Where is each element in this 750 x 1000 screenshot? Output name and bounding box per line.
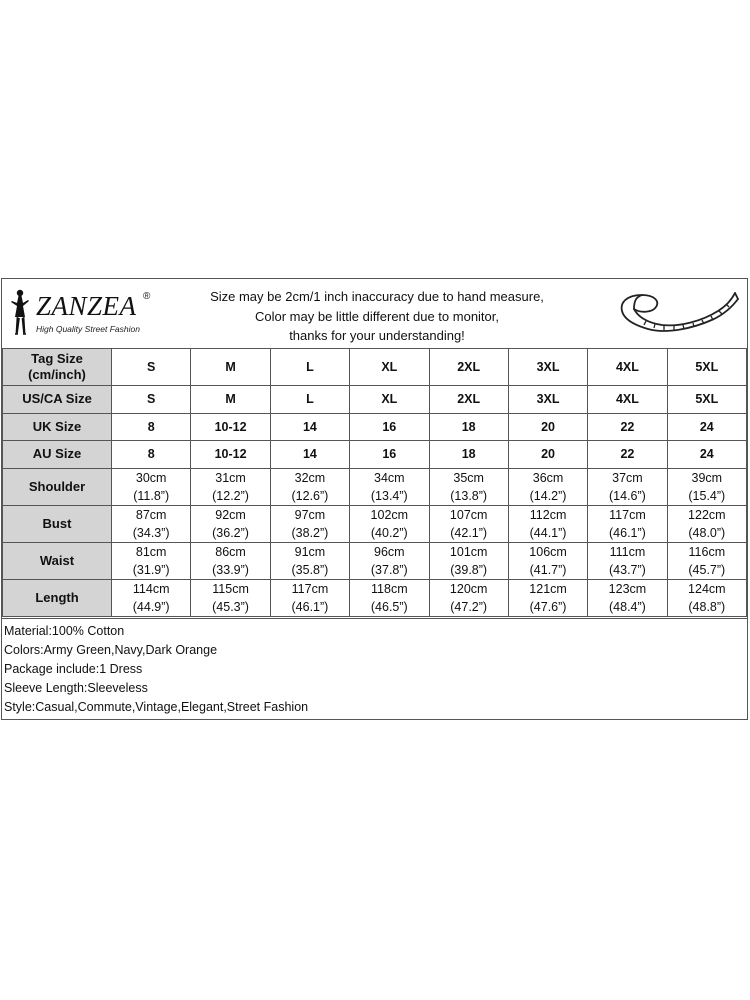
measurement-inch: (35.8”) [291, 562, 329, 577]
measurement-inch: (14.2”) [529, 488, 567, 503]
size-row [3, 441, 747, 469]
measurement-inch: (39.8”) [450, 562, 488, 577]
measurement-cm: 97cm [294, 507, 326, 522]
size-cell: 10-12 [191, 441, 270, 469]
measurement-cm: 35cm [453, 470, 484, 485]
measurement-cell [191, 468, 270, 505]
notice-line-1: Size may be 2cm/1 inch inaccuracy due to hand measure, [210, 289, 544, 304]
measurement-cell [667, 468, 746, 505]
measurement-cell [429, 579, 508, 616]
size-cell: 4XL [588, 386, 667, 414]
size-cell: 22 [588, 441, 667, 469]
size-cell: 5XL [667, 386, 746, 414]
size-cell: 10-12 [191, 413, 270, 441]
registered-mark: ® [143, 291, 151, 302]
size-cell: L [270, 386, 349, 414]
notice-line-3: thanks for your understanding! [289, 328, 465, 343]
measurement-inch: (14.6”) [609, 488, 646, 503]
measurement-inch: (34.3”) [132, 525, 170, 540]
measurement-cm: 32cm [294, 470, 326, 485]
measurement-cm: 107cm [449, 507, 488, 522]
size-cell: 20 [508, 413, 587, 441]
measurement-inch: (46.1”) [609, 525, 646, 540]
measurement-cell [112, 505, 191, 542]
measurement-cm: 30cm [135, 470, 167, 485]
measurement-inch: (47.6”) [529, 599, 567, 614]
measurement-cell [508, 579, 587, 616]
measurement-cell [270, 579, 349, 616]
measurement-inch: (13.8”) [450, 488, 488, 503]
measurement-inch: (36.2”) [212, 525, 249, 540]
measurement-cell [112, 579, 191, 616]
size-cell: 14 [270, 413, 349, 441]
measurement-cm: 91cm [294, 544, 326, 559]
measurement-cm: 115cm [212, 581, 249, 596]
measurement-cm: 121cm [529, 581, 567, 596]
measurement-cell [588, 468, 667, 505]
row-label: Tag Size (cm/inch) [3, 349, 112, 386]
measurement-inch: (12.2”) [212, 488, 249, 503]
measurement-inch: (13.4”) [370, 488, 408, 503]
measurement-inch: (44.1”) [529, 525, 567, 540]
size-cell: M [191, 386, 270, 414]
measurement-row [3, 468, 747, 505]
measurement-cm: 106cm [529, 544, 567, 559]
model-silhouette-icon [6, 287, 34, 343]
size-cell: 8 [112, 441, 191, 469]
size-table [2, 348, 747, 617]
measurement-inch: (37.8”) [370, 562, 408, 577]
size-cell: 14 [270, 441, 349, 469]
chart-header [2, 279, 747, 349]
measurement-cell [191, 542, 270, 579]
size-cell: 2XL [429, 349, 508, 386]
measurement-inch: (31.9”) [132, 562, 170, 577]
measurement-row [3, 542, 747, 579]
measurement-cell [508, 468, 587, 505]
detail-colors: Colors:Army Green,Navy,Dark Orange [4, 643, 218, 657]
measurement-inch: (45.3”) [212, 599, 249, 614]
size-cell: L [270, 349, 349, 386]
row-label: Shoulder [3, 468, 112, 505]
measurement-inch: (40.2”) [370, 525, 408, 540]
size-cell: 3XL [508, 349, 587, 386]
measurement-cm: 81cm [135, 544, 167, 559]
measurement-cm: 86cm [215, 544, 246, 559]
measurement-cm: 101cm [449, 544, 488, 559]
measurement-cell [112, 468, 191, 505]
measurement-cm: 112cm [529, 507, 567, 522]
measurement-cell [667, 579, 746, 616]
size-row [3, 349, 747, 386]
measurement-cm: 116cm [688, 544, 726, 559]
size-cell: S [112, 386, 191, 414]
size-cell: 3XL [508, 386, 587, 414]
measurement-cell [112, 542, 191, 579]
measurement-cm: 122cm [688, 507, 726, 522]
measurement-row [3, 505, 747, 542]
measurement-cell [667, 505, 746, 542]
measurement-cm: 96cm [374, 544, 405, 559]
measurement-inch: (46.5”) [370, 599, 408, 614]
row-label: Waist [3, 542, 112, 579]
measurement-cm: 102cm [370, 507, 409, 522]
measurement-cell [588, 579, 667, 616]
measurement-cm: 118cm [371, 581, 408, 596]
brand-logo [6, 287, 166, 343]
brand-name: ZANZEA [36, 291, 137, 321]
detail-style: Style:Casual,Commute,Vintage,Elegant,Street Fashion [4, 700, 309, 714]
measurement-cm: 34cm [374, 470, 405, 485]
row-label: Length [3, 579, 112, 616]
measurement-inch: (38.2”) [291, 525, 329, 540]
size-cell: 4XL [588, 349, 667, 386]
row-label: US/CA Size [3, 386, 112, 414]
measurement-inch: (41.7”) [529, 562, 567, 577]
measurement-inch: (12.6”) [291, 488, 329, 503]
measurement-cm: 37cm [612, 470, 643, 485]
measurement-row [3, 579, 747, 616]
measurement-cell [191, 579, 270, 616]
size-cell: 18 [429, 441, 508, 469]
measurement-inch: (46.1”) [291, 599, 329, 614]
measurement-cm: 111cm [609, 544, 646, 559]
measurement-cell [588, 542, 667, 579]
detail-sleeve-length: Sleeve Length:Sleeveless [4, 681, 148, 695]
measurement-cell [270, 468, 349, 505]
measurement-inch: (47.2”) [450, 599, 488, 614]
detail-material: Material:100% Cotton [4, 624, 125, 638]
measurement-cm: 36cm [532, 470, 564, 485]
row-label: Bust [3, 505, 112, 542]
measurement-cell [350, 579, 429, 616]
measurement-inch: (43.7”) [609, 562, 646, 577]
detail-package: Package include:1 Dress [4, 662, 143, 676]
measurement-cm: 123cm [608, 581, 647, 596]
measurement-cm: 114cm [132, 581, 170, 596]
measurement-cell [429, 542, 508, 579]
size-cell: M [191, 349, 270, 386]
measurement-cell [350, 468, 429, 505]
measurement-notice [172, 287, 582, 346]
measurement-inch: (45.7”) [688, 562, 726, 577]
size-cell: XL [350, 349, 429, 386]
measurement-cell [588, 505, 667, 542]
measurement-inch: (33.9”) [212, 562, 249, 577]
size-cell: 20 [508, 441, 587, 469]
measurement-cm: 117cm [291, 581, 329, 596]
measurement-inch: (15.4”) [688, 488, 726, 503]
row-label: AU Size [3, 441, 112, 469]
measurement-cell [270, 505, 349, 542]
measurement-cell [429, 468, 508, 505]
size-row [3, 386, 747, 414]
measurement-inch: (11.8”) [133, 488, 170, 503]
measurement-inch: (48.4”) [609, 599, 646, 614]
brand-tagline: High Quality Street Fashion [36, 324, 140, 334]
measurement-inch: (48.0”) [688, 525, 726, 540]
size-chart [1, 278, 748, 720]
size-cell: XL [350, 386, 429, 414]
measurement-cm: 117cm [609, 507, 646, 522]
measurement-cm: 120cm [449, 581, 488, 596]
notice-line-2: Color may be little different due to monitor, [255, 308, 499, 324]
measurement-cell [508, 505, 587, 542]
measurement-cell [191, 505, 270, 542]
size-cell: 24 [667, 441, 746, 469]
size-cell: 18 [429, 413, 508, 441]
measurement-inch: (42.1”) [450, 525, 488, 540]
size-cell: S [112, 349, 191, 386]
row-label: UK Size [3, 413, 112, 441]
size-cell: 2XL [429, 386, 508, 414]
measurement-cell [270, 542, 349, 579]
measurement-cm: 92cm [215, 507, 246, 522]
size-cell: 8 [112, 413, 191, 441]
size-cell: 16 [350, 441, 429, 469]
measurement-cm: 124cm [688, 581, 726, 596]
measurement-cell [667, 542, 746, 579]
measurement-cm: 39cm [691, 470, 723, 485]
measurement-cm: 31cm [215, 470, 246, 485]
measurement-cell [350, 542, 429, 579]
size-cell: 24 [667, 413, 746, 441]
measurement-cell [429, 505, 508, 542]
measurement-cell [350, 505, 429, 542]
size-cell: 22 [588, 413, 667, 441]
product-details [2, 618, 747, 720]
size-cell: 5XL [667, 349, 746, 386]
measuring-tape-icon [614, 285, 742, 345]
measurement-cell [508, 542, 587, 579]
measurement-cm: 87cm [135, 507, 167, 522]
size-row [3, 413, 747, 441]
size-cell: 16 [350, 413, 429, 441]
measurement-inch: (48.8”) [688, 599, 726, 614]
measurement-inch: (44.9”) [132, 599, 170, 614]
